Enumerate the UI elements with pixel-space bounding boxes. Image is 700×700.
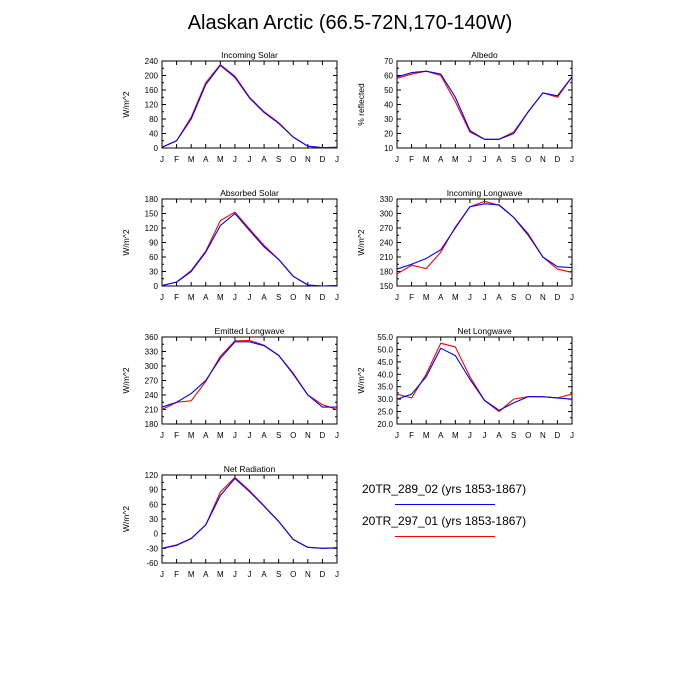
plot-frame	[162, 61, 337, 148]
chart-title: Albedo	[471, 50, 498, 60]
y-tick-label: 300	[144, 362, 158, 371]
x-tick-label: A	[496, 431, 502, 440]
x-tick-label: J	[232, 570, 237, 579]
series-line	[162, 477, 337, 548]
y-tick-label: 180	[144, 195, 158, 204]
plot-frame	[162, 337, 337, 424]
y-tick-label: 45.0	[377, 357, 393, 367]
x-tick-label: S	[510, 155, 517, 164]
x-tick-label: O	[525, 431, 532, 440]
x-tick-label: J	[395, 155, 399, 164]
chart-title: Incoming Longwave	[446, 188, 523, 198]
y-tick-label: 360	[144, 333, 158, 342]
chart-panel	[356, 50, 574, 164]
x-tick-label: J	[335, 431, 339, 440]
x-tick-label: M	[422, 431, 430, 440]
x-tick-label: N	[539, 293, 546, 302]
x-tick-label: J	[467, 155, 472, 164]
y-tick-label: 300	[379, 209, 393, 219]
y-tick-label: 90	[149, 238, 158, 248]
y-tick-label: 40.0	[377, 370, 393, 380]
series-line	[162, 65, 337, 148]
y-tick-label: 160	[144, 86, 158, 95]
x-tick-label: F	[174, 293, 180, 302]
x-tick-label: J	[570, 155, 574, 164]
y-tick-label: 20.0	[377, 420, 393, 429]
y-tick-label: 50	[384, 86, 393, 95]
x-tick-label: J	[395, 293, 399, 302]
x-tick-label: M	[451, 293, 459, 302]
legend-entry-line	[395, 536, 495, 537]
x-tick-label: M	[187, 155, 195, 164]
x-tick-label: F	[409, 431, 415, 440]
x-tick-label: N	[304, 570, 311, 579]
x-tick-label: M	[451, 155, 459, 164]
y-tick-label: 55.0	[377, 333, 393, 342]
y-tick-label: 240	[379, 238, 393, 248]
y-tick-label: 120	[144, 224, 158, 233]
y-tick-label: 20	[384, 129, 393, 139]
y-tick-label: 270	[144, 376, 158, 386]
series-line	[162, 65, 337, 147]
x-tick-label: J	[232, 155, 237, 164]
y-tick-label: 270	[379, 224, 393, 233]
y-tick-label: 40	[149, 129, 158, 139]
y-tick-label: 210	[144, 405, 158, 415]
y-tick-label: 330	[144, 347, 158, 357]
x-tick-label: F	[174, 155, 180, 164]
y-tick-label: 30	[384, 115, 393, 124]
y-tick-label: 120	[144, 471, 158, 480]
x-tick-label: M	[422, 293, 430, 302]
y-tick-label: 80	[149, 115, 158, 124]
chart-panel	[121, 188, 339, 302]
x-tick-label: D	[319, 155, 326, 164]
x-tick-label: A	[438, 431, 444, 440]
x-tick-label: M	[422, 155, 430, 164]
y-tick-label: 180	[144, 420, 158, 429]
y-axis-label: % reflected	[356, 83, 366, 126]
y-axis-label: W/m^2	[356, 229, 366, 256]
x-tick-label: N	[304, 155, 311, 164]
x-tick-label: F	[174, 431, 180, 440]
x-tick-label: M	[187, 431, 195, 440]
x-tick-label: D	[554, 431, 561, 440]
y-tick-label: 30	[149, 267, 158, 277]
y-tick-label: -30	[146, 544, 158, 554]
legend-entry-line	[395, 504, 495, 505]
series-line	[162, 342, 337, 407]
y-tick-label: 240	[144, 391, 158, 400]
x-tick-label: J	[570, 293, 574, 302]
x-tick-label: M	[216, 431, 224, 440]
x-tick-label: F	[174, 570, 180, 579]
x-tick-label: J	[160, 570, 164, 579]
series-line	[162, 478, 337, 548]
y-tick-label: 70	[384, 57, 393, 66]
x-tick-label: D	[319, 570, 326, 579]
x-tick-label: J	[467, 431, 472, 440]
x-tick-label: A	[438, 155, 444, 164]
y-tick-label: 30.0	[377, 395, 393, 405]
x-tick-label: J	[247, 570, 252, 579]
chart-panel	[121, 50, 339, 164]
x-tick-label: S	[275, 431, 282, 440]
x-tick-label: M	[216, 570, 224, 579]
x-tick-label: J	[570, 431, 574, 440]
x-tick-label: N	[539, 155, 546, 164]
x-tick-label: J	[247, 155, 252, 164]
series-line	[162, 212, 337, 286]
x-tick-label: J	[335, 570, 339, 579]
x-tick-label: A	[203, 431, 209, 440]
x-tick-label: M	[216, 155, 224, 164]
x-tick-label: O	[290, 431, 297, 440]
y-axis-label: W/m^2	[356, 367, 366, 394]
y-tick-label: 210	[379, 253, 393, 262]
chart-title: Net Radiation	[223, 464, 276, 474]
x-tick-label: J	[335, 155, 339, 164]
x-tick-label: A	[261, 431, 267, 440]
x-tick-label: M	[187, 570, 195, 579]
y-tick-label: 10	[384, 144, 393, 153]
y-tick-label: 25.0	[377, 407, 393, 417]
x-tick-label: O	[290, 155, 297, 164]
chart-panel	[121, 464, 339, 579]
y-tick-label: 180	[379, 267, 393, 277]
legend-entry-label: 20TR_297_01 (yrs 1853-1867)	[362, 514, 527, 528]
y-tick-label: 0	[153, 144, 158, 153]
y-tick-label: 0	[153, 529, 158, 539]
x-tick-label: J	[467, 293, 472, 302]
x-tick-label: A	[203, 570, 209, 579]
x-tick-label: D	[554, 293, 561, 302]
x-tick-label: M	[187, 293, 195, 302]
chart-title: Net Longwave	[457, 326, 512, 336]
plot-frame	[162, 475, 337, 563]
x-tick-label: J	[232, 431, 237, 440]
y-tick-label: 150	[144, 209, 158, 219]
y-tick-label: 0	[153, 282, 158, 291]
x-tick-label: S	[510, 431, 517, 440]
y-tick-label: 60	[149, 500, 158, 510]
y-tick-label: 330	[379, 195, 393, 204]
x-tick-label: J	[482, 293, 487, 302]
chart-title: Incoming Solar	[221, 50, 278, 60]
x-tick-label: N	[304, 293, 311, 302]
series-line	[162, 340, 337, 409]
x-tick-label: J	[482, 431, 487, 440]
y-tick-label: 60	[384, 71, 393, 81]
x-tick-label: N	[539, 431, 546, 440]
y-tick-label: 240	[144, 57, 158, 66]
x-tick-label: S	[510, 293, 517, 302]
x-tick-label: J	[335, 293, 339, 302]
chart-panel	[356, 188, 574, 302]
plot-frame	[397, 199, 572, 286]
x-tick-label: J	[232, 293, 237, 302]
x-tick-label: J	[395, 431, 399, 440]
y-axis-label: W/m^2	[121, 505, 131, 533]
x-tick-label: A	[438, 293, 444, 302]
y-tick-label: 50.0	[377, 345, 393, 355]
y-tick-label: 30	[149, 515, 158, 524]
figure-title: Alaskan Arctic (66.5-72N,170-140W)	[187, 12, 513, 34]
chart-title: Absorbed Solar	[220, 188, 279, 198]
series-line	[397, 71, 572, 139]
x-tick-label: F	[409, 155, 415, 164]
x-tick-label: D	[319, 293, 326, 302]
y-axis-label: W/m^2	[121, 229, 131, 256]
x-tick-label: J	[482, 155, 487, 164]
plot-frame	[397, 61, 572, 148]
chart-panel	[356, 326, 574, 440]
x-tick-label: O	[290, 293, 297, 302]
x-tick-label: O	[290, 570, 297, 579]
x-tick-label: N	[304, 431, 311, 440]
y-tick-label: 120	[144, 100, 158, 110]
x-tick-label: O	[525, 293, 532, 302]
x-tick-label: A	[203, 155, 209, 164]
y-tick-label: 90	[149, 485, 158, 495]
series-line	[397, 204, 572, 269]
y-tick-label: -60	[146, 559, 158, 568]
y-tick-label: 150	[379, 282, 393, 291]
x-tick-label: S	[275, 293, 282, 302]
series-line	[162, 214, 337, 287]
chart-panel	[121, 326, 339, 440]
x-tick-label: A	[261, 293, 267, 302]
x-tick-label: D	[319, 431, 326, 440]
x-tick-label: J	[160, 293, 164, 302]
y-axis-label: W/m^2	[121, 91, 131, 118]
y-tick-label: 60	[149, 253, 158, 262]
x-tick-label: M	[451, 431, 459, 440]
x-tick-label: J	[160, 155, 164, 164]
chart-title: Emitted Longwave	[214, 326, 285, 336]
y-tick-label: 40	[384, 100, 393, 110]
x-tick-label: A	[261, 155, 267, 164]
y-tick-label: 200	[144, 71, 158, 81]
x-tick-label: A	[203, 293, 209, 302]
legend-entry-label: 20TR_289_02 (yrs 1853-1867)	[362, 482, 527, 496]
series-line	[397, 201, 572, 274]
x-tick-label: S	[275, 155, 282, 164]
x-tick-label: D	[554, 155, 561, 164]
x-tick-label: O	[525, 155, 532, 164]
x-tick-label: J	[160, 431, 164, 440]
x-tick-label: A	[496, 155, 502, 164]
y-axis-label: W/m^2	[121, 367, 131, 394]
y-tick-label: 35.0	[377, 382, 393, 392]
x-tick-label: S	[275, 570, 282, 579]
x-tick-label: A	[261, 570, 267, 579]
series-line	[397, 71, 572, 139]
x-tick-label: A	[496, 293, 502, 302]
x-tick-label: J	[247, 431, 252, 440]
x-tick-label: J	[247, 293, 252, 302]
x-tick-label: M	[216, 293, 224, 302]
x-tick-label: F	[409, 293, 415, 302]
series-line	[397, 343, 572, 411]
